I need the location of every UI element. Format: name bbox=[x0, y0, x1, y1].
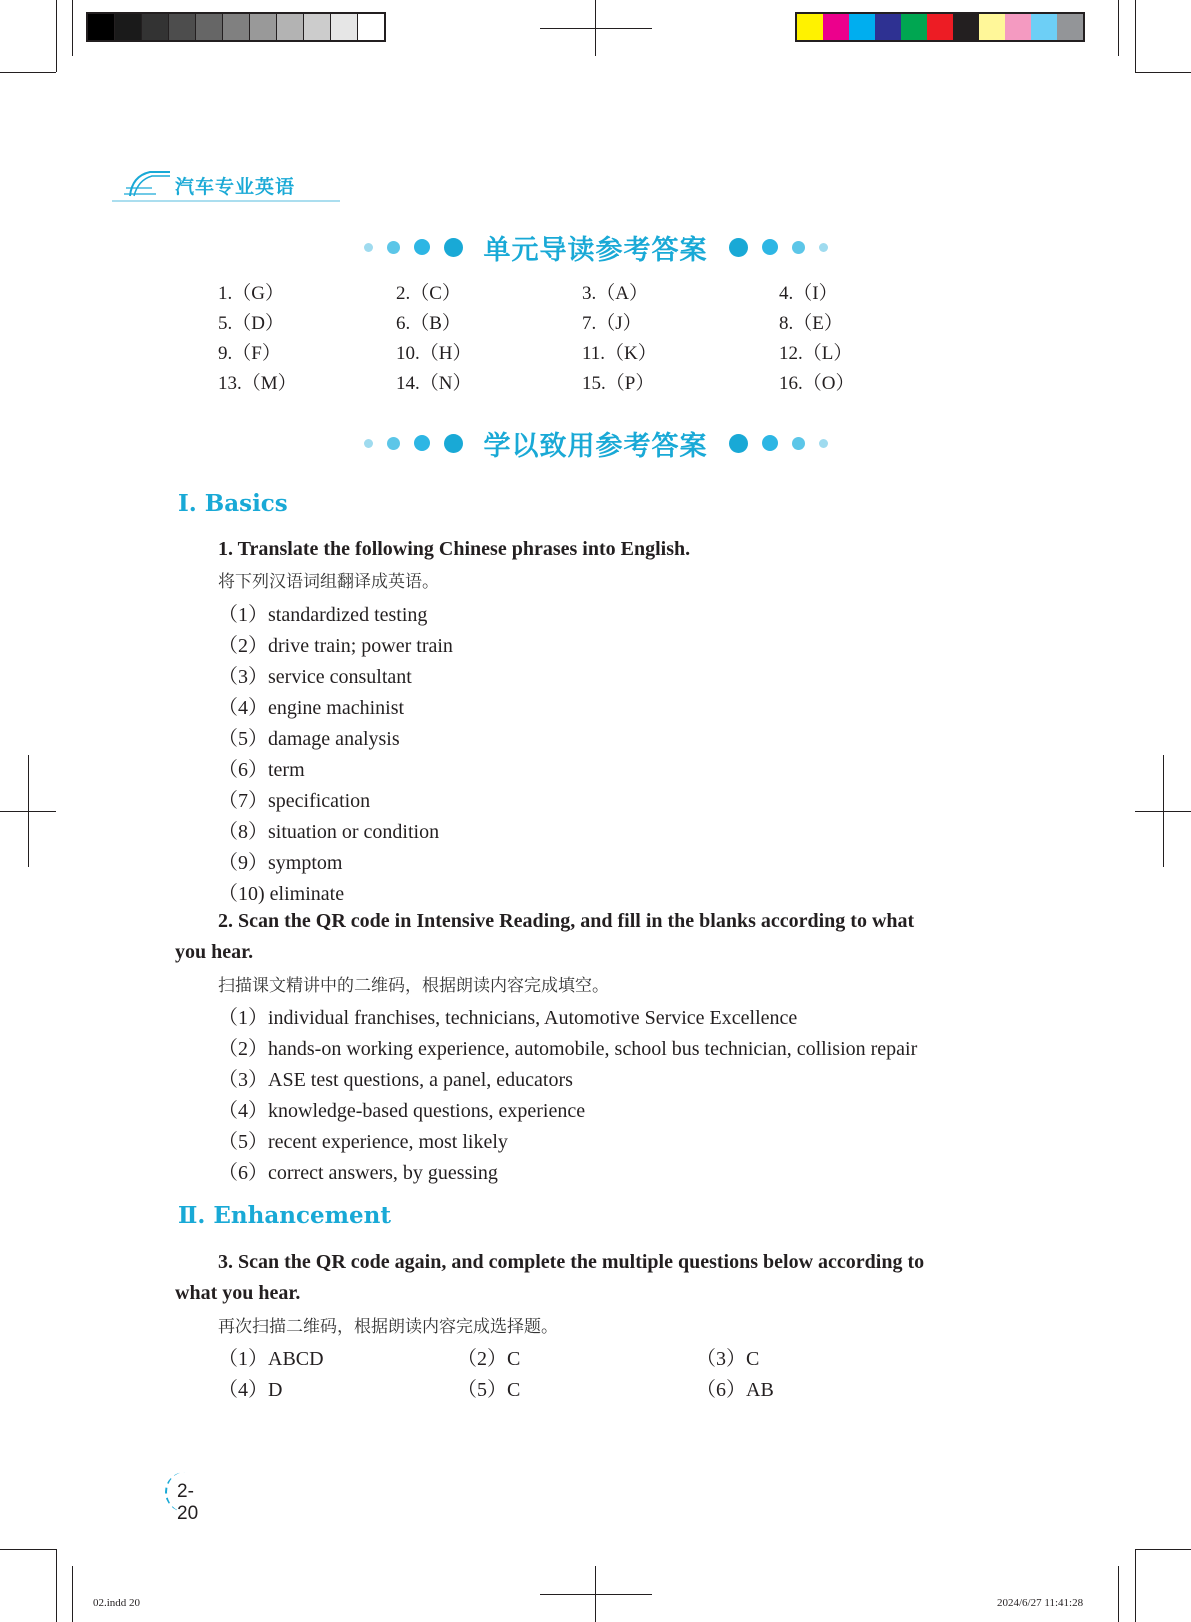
section-title-practice bbox=[0, 423, 1191, 463]
answer-cell: （6）AB bbox=[696, 1379, 774, 1401]
answer-cell: 13.（M） bbox=[218, 373, 297, 394]
color-swatch bbox=[849, 14, 875, 40]
question-2-title-line2: you hear. bbox=[175, 941, 254, 963]
answer-cell: （1）ABCD bbox=[218, 1348, 324, 1370]
answer-cell: 2.（C） bbox=[396, 283, 461, 304]
answer-cell: 9.（F） bbox=[218, 343, 281, 364]
answer-cell: 1.（G） bbox=[218, 283, 284, 304]
question-3-title-line1: 3. Scan the QR code again, and complete the multiple questions below according to bbox=[218, 1251, 925, 1273]
question-3-chinese: 再次扫描二维码，根据朗读内容完成选择题。 bbox=[218, 1317, 558, 1337]
color-swatch bbox=[1005, 14, 1031, 40]
list-item: （5）recent experience, most likely bbox=[218, 1131, 508, 1153]
grayscale-calibration-bar bbox=[86, 12, 386, 42]
gray-swatch bbox=[169, 14, 196, 40]
answer-cell: 11.（K） bbox=[582, 343, 657, 364]
list-item: （1）individual franchises, technicians, Automotive Service Excellence bbox=[218, 1007, 798, 1029]
answer-cell: 5.（D） bbox=[218, 313, 284, 334]
gray-swatch bbox=[142, 14, 169, 40]
section-title-unit-guide bbox=[0, 227, 1191, 267]
dots-right-icon bbox=[722, 434, 835, 453]
color-swatch bbox=[979, 14, 1005, 40]
answer-cell: （4）D bbox=[218, 1379, 283, 1401]
color-swatch bbox=[875, 14, 901, 40]
list-item: （6）term bbox=[218, 759, 305, 781]
list-item: （8）situation or condition bbox=[218, 821, 440, 843]
dots-right-icon bbox=[722, 238, 835, 257]
answer-cell: 7.（J） bbox=[582, 313, 642, 334]
book-title: 汽车专业英语 bbox=[175, 176, 296, 198]
list-item: （4）knowledge-based questions, experience bbox=[218, 1100, 586, 1122]
color-swatch bbox=[953, 14, 979, 40]
color-swatch bbox=[823, 14, 849, 40]
question-2-title-line1: 2. Scan the QR code in Intensive Reading, and fill in the blanks according to what bbox=[218, 910, 915, 932]
answer-cell: 4.（I） bbox=[779, 283, 838, 304]
page-number-text: 2-20 bbox=[177, 1481, 199, 1524]
color-swatch bbox=[927, 14, 953, 40]
answer-cell: （3）C bbox=[696, 1348, 760, 1370]
list-item: （7）specification bbox=[218, 790, 371, 812]
gray-swatch bbox=[196, 14, 223, 40]
answer-cell: （5）C bbox=[457, 1379, 521, 1401]
slug-timestamp: 2024/6/27 11:41:28 bbox=[997, 1597, 1084, 1609]
page-number bbox=[165, 1472, 199, 1524]
answer-cell: 3.（A） bbox=[582, 283, 648, 304]
question-3-title-line2: what you hear. bbox=[175, 1282, 301, 1304]
list-item: （2）drive train; power train bbox=[218, 635, 453, 657]
list-item: （4）engine machinist bbox=[218, 697, 405, 719]
list-item: （2）hands-on working experience, automobile, school bus technician, collision repair bbox=[218, 1038, 918, 1060]
color-swatch bbox=[1031, 14, 1057, 40]
list-item: （3）service consultant bbox=[218, 666, 412, 688]
part-heading-enhancement: Ⅱ. Enhancement bbox=[178, 1202, 391, 1229]
section-title-text: 单元导读参考答案 bbox=[483, 234, 708, 266]
slug-file-info: 02.indd 20 bbox=[93, 1597, 141, 1609]
answer-cell: 6.（B） bbox=[396, 313, 461, 334]
part-heading-basics: Ⅰ. Basics bbox=[178, 490, 288, 517]
answer-cell: （2）C bbox=[457, 1348, 521, 1370]
question-2-chinese: 扫描课文精讲中的二维码，根据朗读内容完成填空。 bbox=[218, 976, 609, 996]
gray-swatch bbox=[88, 14, 115, 40]
list-item: （1）standardized testing bbox=[218, 604, 428, 626]
answer-cell: 8.（E） bbox=[779, 313, 843, 334]
answer-cell: 12.（L） bbox=[779, 343, 853, 364]
gray-swatch bbox=[115, 14, 142, 40]
gray-swatch bbox=[304, 14, 331, 40]
list-item: （9）symptom bbox=[218, 852, 343, 874]
answer-cell: 10.（H） bbox=[396, 343, 472, 364]
gray-swatch bbox=[331, 14, 358, 40]
answer-cell: 16.（O） bbox=[779, 373, 855, 394]
section-title-text: 学以致用参考答案 bbox=[483, 430, 708, 462]
dots-left-icon bbox=[357, 238, 470, 257]
list-item: （10) eliminate bbox=[218, 883, 345, 905]
gray-swatch bbox=[358, 14, 384, 40]
color-swatch bbox=[901, 14, 927, 40]
gray-swatch bbox=[250, 14, 277, 40]
dots-left-icon bbox=[357, 434, 470, 453]
color-swatch bbox=[797, 14, 823, 40]
color-swatch bbox=[1057, 14, 1083, 40]
gray-swatch bbox=[223, 14, 250, 40]
list-item: （3）ASE test questions, a panel, educators bbox=[218, 1069, 573, 1091]
gray-swatch bbox=[277, 14, 304, 40]
question-1-title: 1. Translate the following Chinese phrases into English. bbox=[218, 538, 691, 560]
list-item: （6）correct answers, by guessing bbox=[218, 1162, 498, 1184]
question-1-chinese: 将下列汉语词组翻译成英语。 bbox=[218, 572, 439, 592]
color-calibration-bar bbox=[795, 12, 1085, 42]
answer-cell: 15.（P） bbox=[582, 373, 655, 394]
answer-cell: 14.（N） bbox=[396, 373, 472, 394]
list-item: （5）damage analysis bbox=[218, 728, 400, 750]
